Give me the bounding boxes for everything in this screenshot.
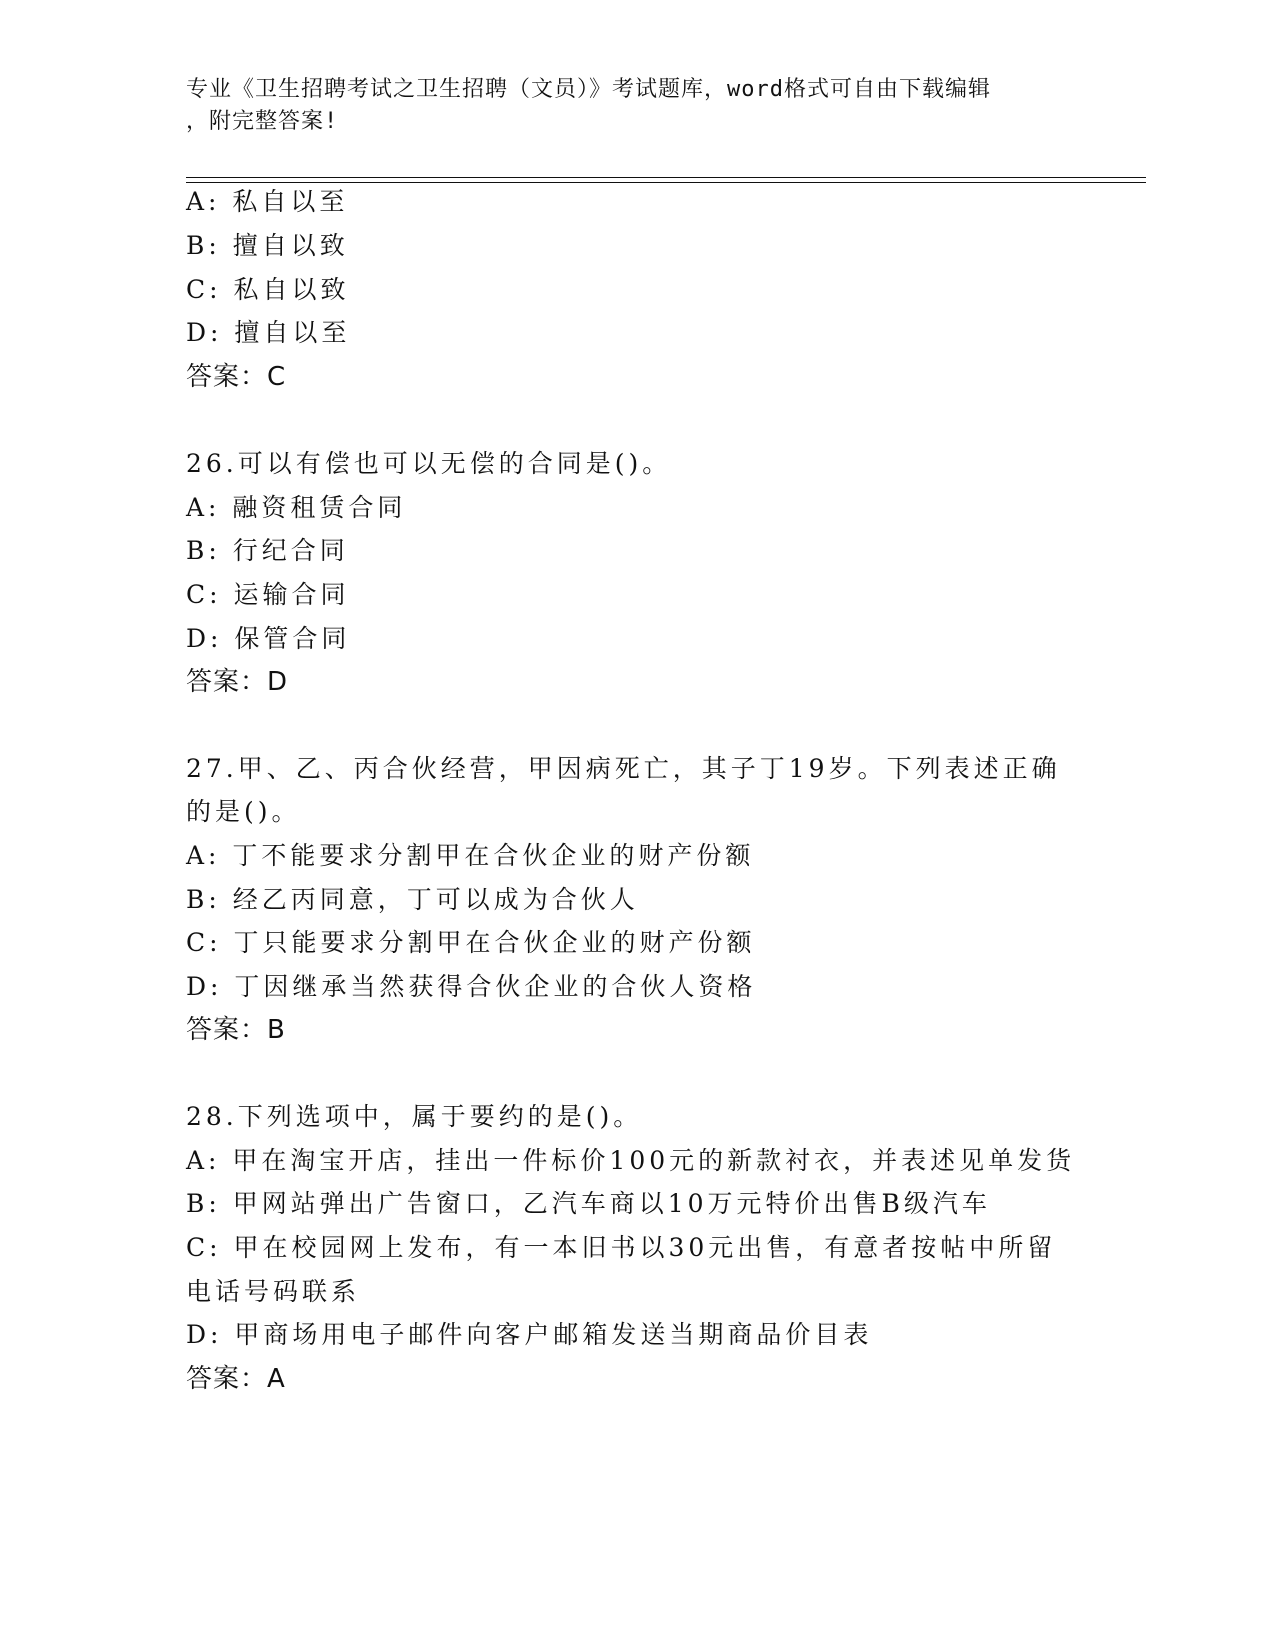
q25-option-a: A: 私自以至: [186, 187, 349, 216]
header-title-line-2: ，附完整答案!: [186, 109, 339, 134]
q25-option-b: B: 擅自以致: [186, 231, 349, 260]
q25-option-d: D: 擅自以至: [186, 318, 351, 347]
document-header: [186, 74, 1066, 138]
q26-option-c: C: 运输合同: [186, 580, 350, 609]
q25-option-c: C: 私自以致: [186, 275, 350, 304]
q26-question: 26.可以有偿也可以无偿的合同是()。: [186, 449, 672, 478]
q28-option-a: A: 甲在淘宝开店，挂出一件标价100元的新款衬衣，并表述见单发货: [186, 1146, 1076, 1175]
q28-option-d: D: 甲商场用电子邮件向客户邮箱发送当期商品价目表: [186, 1320, 873, 1349]
q28-option-c-line-2: 电话号码联系: [186, 1277, 361, 1306]
header-divider-bottom: [186, 182, 1146, 183]
q26-option-b: B: 行纪合同: [186, 536, 349, 565]
q28-question: 28.下列选项中，属于要约的是()。: [186, 1102, 643, 1131]
q27-option-c: C: 丁只能要求分割甲在合伙企业的财产份额: [186, 928, 756, 957]
header-divider-top: [186, 177, 1146, 178]
q27-option-b: B: 经乙丙同意，丁可以成为合伙人: [186, 885, 639, 914]
header-title-line-1: 专业《卫生招聘考试之卫生招聘（文员）》考试题库，word格式可自由下载编辑: [186, 77, 991, 102]
q27-answer: 答案：B: [186, 1015, 286, 1045]
q27-option-d: D: 丁因继承当然获得合伙企业的合伙人资格: [186, 972, 757, 1001]
q28-answer: 答案：A: [186, 1364, 286, 1394]
q28-option-b: B: 甲网站弹出广告窗口，乙汽车商以10万元特价出售B级汽车: [186, 1189, 991, 1218]
q27-question-line-2: 的是()。: [186, 797, 301, 826]
q26-answer: 答案：D: [186, 667, 289, 697]
q25-answer: 答案：C: [186, 362, 287, 392]
q27-question-line-1: 27.甲、乙、丙合伙经营，甲因病死亡，其子丁19岁。下列表述正确: [186, 754, 1061, 783]
q28-option-c-line-1: C: 甲在校园网上发布，有一本旧书以30元出售，有意者按帖中所留: [186, 1233, 1057, 1262]
q27-option-a: A: 丁不能要求分割甲在合伙企业的财产份额: [186, 841, 755, 870]
q26-option-d: D: 保管合同: [186, 624, 351, 653]
q26-option-a: A: 融资租赁合同: [186, 493, 407, 522]
